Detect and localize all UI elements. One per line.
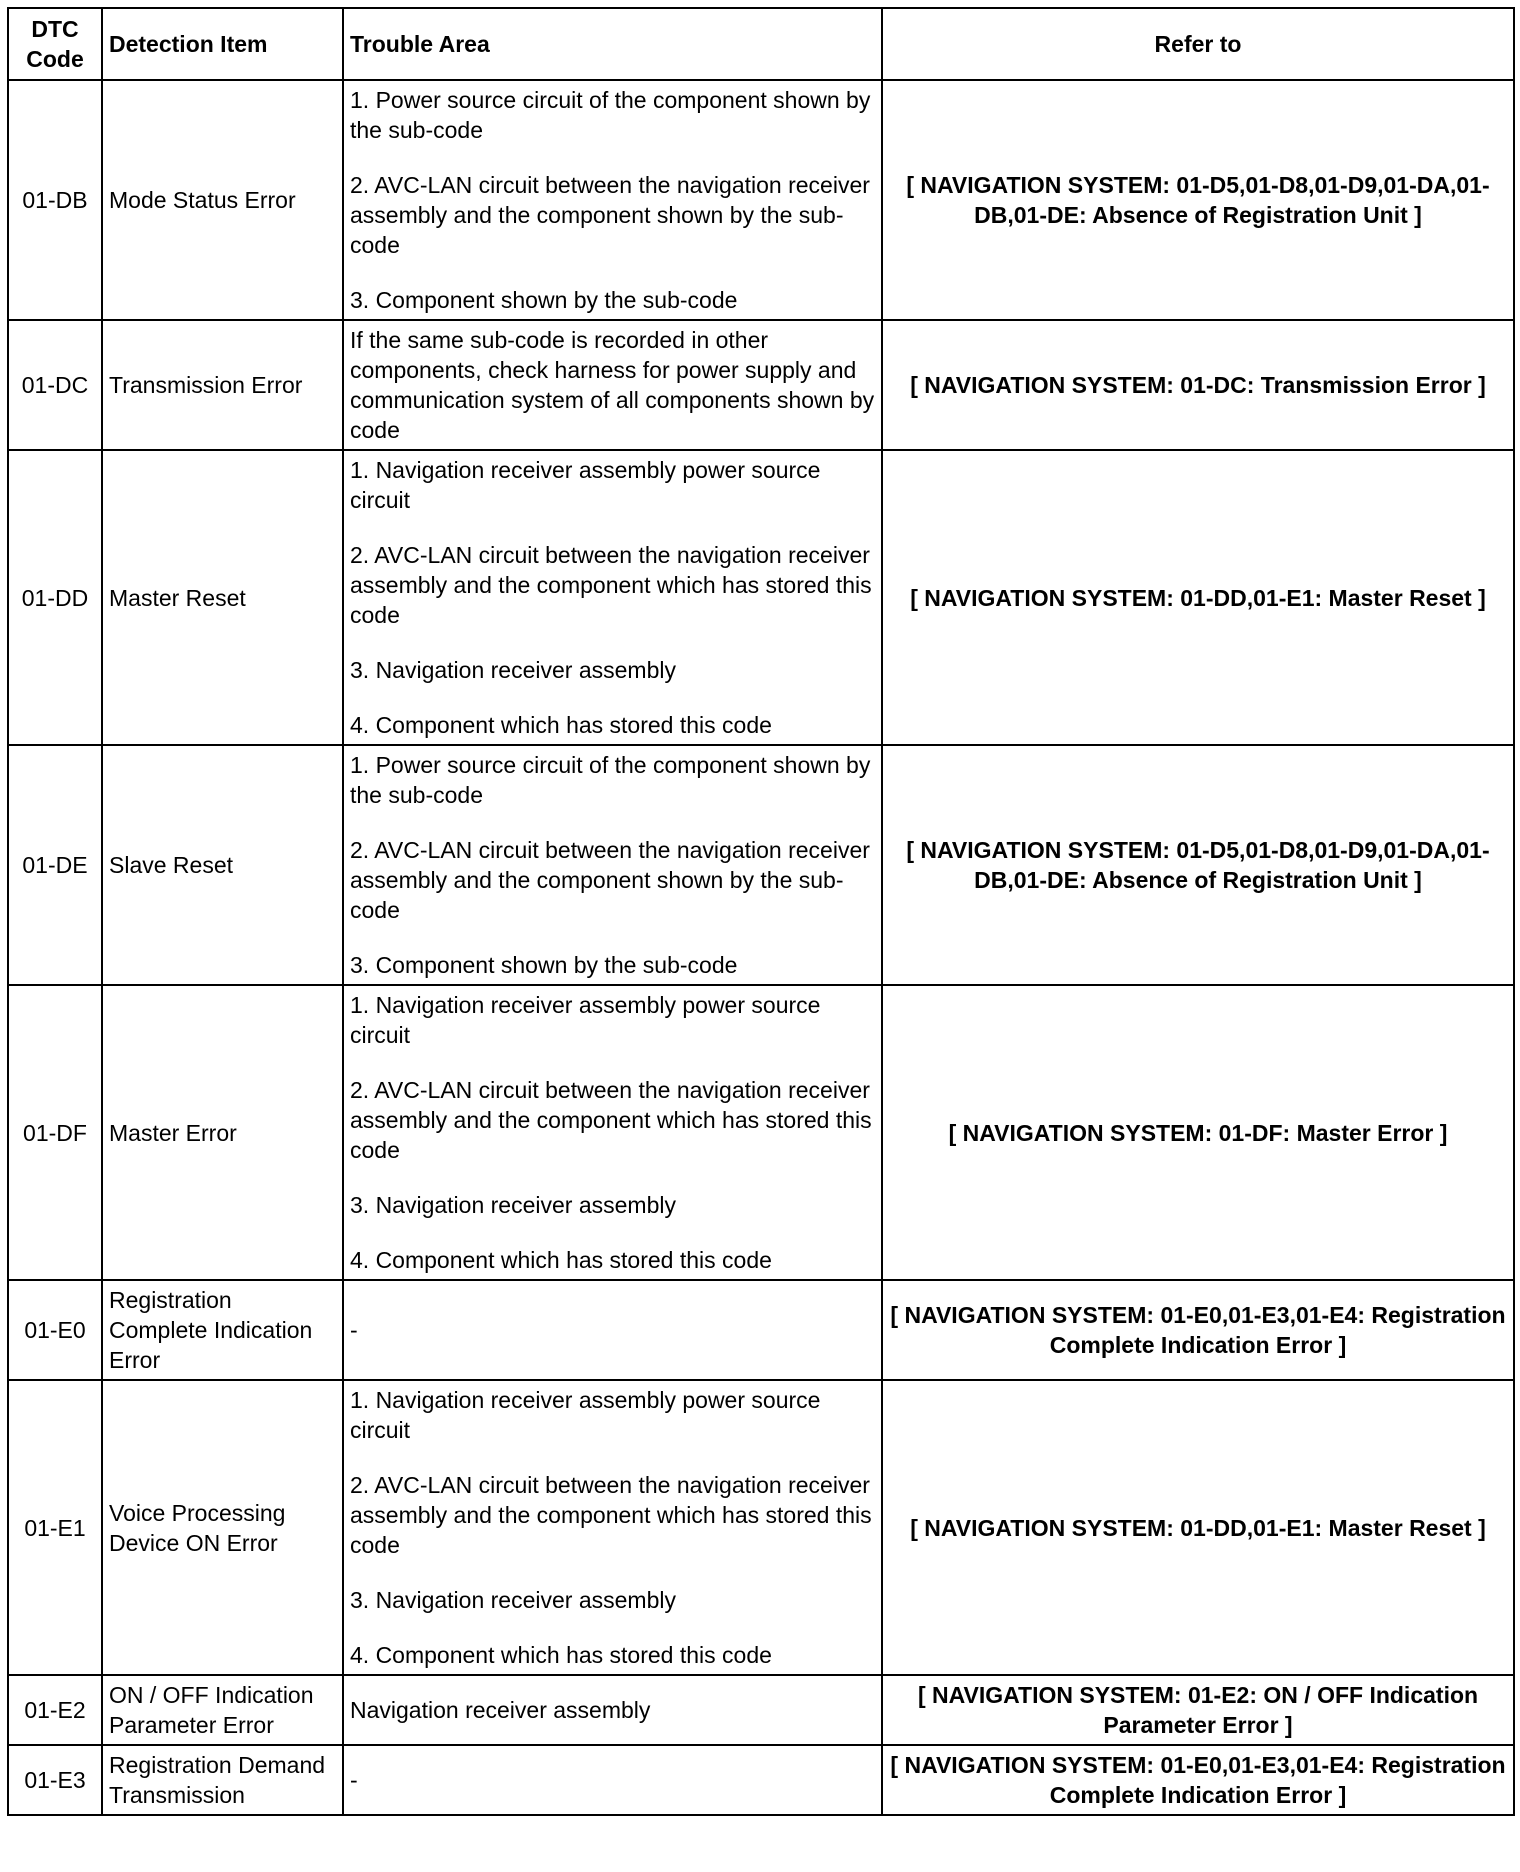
table-row xyxy=(8,450,1514,745)
trouble-area-cell xyxy=(343,320,882,450)
refer-to-link[interactable]: [ NAVIGATION SYSTEM: 01-DC: Transmission Error ] xyxy=(882,320,1514,450)
detection-item-cell: Transmission Error xyxy=(102,320,343,450)
table-row xyxy=(8,1675,1514,1745)
dtc-table xyxy=(7,7,1515,1816)
trouble-area-cell xyxy=(343,1280,882,1380)
detection-item-cell: Registration Complete Indication Error xyxy=(102,1280,343,1380)
trouble-area-item: 3. Navigation receiver assembly xyxy=(350,657,676,683)
trouble-area-item: 4. Component which has stored this code xyxy=(350,1247,772,1273)
header-trouble-area: Trouble Area xyxy=(343,8,882,80)
detection-item-cell: Voice Processing Device ON Error xyxy=(102,1380,343,1675)
refer-to-link[interactable]: [ NAVIGATION SYSTEM: 01-E2: ON / OFF Indication Parameter Error ] xyxy=(882,1675,1514,1745)
detection-item-cell: Registration Demand Transmission xyxy=(102,1745,343,1815)
dtc-code-cell: 01-DF xyxy=(8,985,102,1280)
refer-to-link[interactable]: [ NAVIGATION SYSTEM: 01-E0,01-E3,01-E4: Registration Complete Indication Error ] xyxy=(882,1745,1514,1815)
trouble-area-item: 1. Power source circuit of the component shown by the sub-code xyxy=(350,752,871,808)
trouble-area-item: 2. AVC-LAN circuit between the navigation receiver assembly and the component shown by the sub-code xyxy=(350,837,870,923)
trouble-area-item: 3. Navigation receiver assembly xyxy=(350,1192,676,1218)
trouble-area-cell xyxy=(343,1745,882,1815)
detection-item-cell: ON / OFF Indication Parameter Error xyxy=(102,1675,343,1745)
refer-to-link[interactable]: [ NAVIGATION SYSTEM: 01-D5,01-D8,01-D9,01-DA,01-DB,01-DE: Absence of Registration Unit ] xyxy=(882,80,1514,320)
detection-item-cell: Master Error xyxy=(102,985,343,1280)
trouble-area-cell xyxy=(343,985,882,1280)
table-row xyxy=(8,80,1514,320)
dtc-code-cell: 01-DB xyxy=(8,80,102,320)
trouble-area-item: 2. AVC-LAN circuit between the navigation receiver assembly and the component which has stored this code xyxy=(350,1472,872,1558)
table-row xyxy=(8,320,1514,450)
trouble-area-item: 4. Component which has stored this code xyxy=(350,1642,772,1668)
trouble-area-item: - xyxy=(350,1767,358,1793)
table-row xyxy=(8,1745,1514,1815)
refer-to-link[interactable]: [ NAVIGATION SYSTEM: 01-DD,01-E1: Master Reset ] xyxy=(882,1380,1514,1675)
dtc-code-cell: 01-E2 xyxy=(8,1675,102,1745)
header-refer-to: Refer to xyxy=(882,8,1514,80)
dtc-code-cell: 01-E1 xyxy=(8,1380,102,1675)
trouble-area-item: 2. AVC-LAN circuit between the navigation receiver assembly and the component which has stored this code xyxy=(350,542,872,628)
table-row xyxy=(8,745,1514,985)
trouble-area-item: 2. AVC-LAN circuit between the navigation receiver assembly and the component shown by the sub-code xyxy=(350,172,870,258)
detection-item-cell: Master Reset xyxy=(102,450,343,745)
trouble-area-cell xyxy=(343,745,882,985)
dtc-code-cell: 01-DD xyxy=(8,450,102,745)
refer-to-link[interactable]: [ NAVIGATION SYSTEM: 01-E0,01-E3,01-E4: Registration Complete Indication Error ] xyxy=(882,1280,1514,1380)
refer-to-link[interactable]: [ NAVIGATION SYSTEM: 01-DF: Master Error ] xyxy=(882,985,1514,1280)
detection-item-cell: Mode Status Error xyxy=(102,80,343,320)
table-row xyxy=(8,1380,1514,1675)
detection-item-cell: Slave Reset xyxy=(102,745,343,985)
trouble-area-item: - xyxy=(350,1317,358,1343)
refer-to-link[interactable]: [ NAVIGATION SYSTEM: 01-DD,01-E1: Master Reset ] xyxy=(882,450,1514,745)
trouble-area-item: 3. Component shown by the sub-code xyxy=(350,952,738,978)
trouble-area-item: 3. Component shown by the sub-code xyxy=(350,287,738,313)
refer-to-link[interactable]: [ NAVIGATION SYSTEM: 01-D5,01-D8,01-D9,01-DA,01-DB,01-DE: Absence of Registration Unit ] xyxy=(882,745,1514,985)
table-body xyxy=(8,80,1514,1815)
trouble-area-item: 1. Navigation receiver assembly power source circuit xyxy=(350,992,821,1048)
trouble-area-item: 2. AVC-LAN circuit between the navigation receiver assembly and the component which has stored this code xyxy=(350,1077,872,1163)
trouble-area-item: If the same sub-code is recorded in other components, check harness for power supply and communication system of all components shown by code xyxy=(350,327,875,443)
table-row xyxy=(8,985,1514,1280)
header-row xyxy=(8,8,1514,80)
trouble-area-item: 1. Navigation receiver assembly power source circuit xyxy=(350,457,821,513)
trouble-area-item: Navigation receiver assembly xyxy=(350,1697,651,1723)
dtc-code-cell: 01-DC xyxy=(8,320,102,450)
trouble-area-cell xyxy=(343,80,882,320)
header-detection-item: Detection Item xyxy=(102,8,343,80)
header-dtc-code: DTC Code xyxy=(8,8,102,80)
dtc-code-cell: 01-DE xyxy=(8,745,102,985)
dtc-code-cell: 01-E3 xyxy=(8,1745,102,1815)
trouble-area-item: 3. Navigation receiver assembly xyxy=(350,1587,676,1613)
trouble-area-item: 1. Navigation receiver assembly power source circuit xyxy=(350,1387,821,1443)
trouble-area-item: 4. Component which has stored this code xyxy=(350,712,772,738)
trouble-area-cell xyxy=(343,1675,882,1745)
trouble-area-cell xyxy=(343,1380,882,1675)
table-row xyxy=(8,1280,1514,1380)
trouble-area-item: 1. Power source circuit of the component shown by the sub-code xyxy=(350,87,871,143)
trouble-area-cell xyxy=(343,450,882,745)
dtc-code-cell: 01-E0 xyxy=(8,1280,102,1380)
